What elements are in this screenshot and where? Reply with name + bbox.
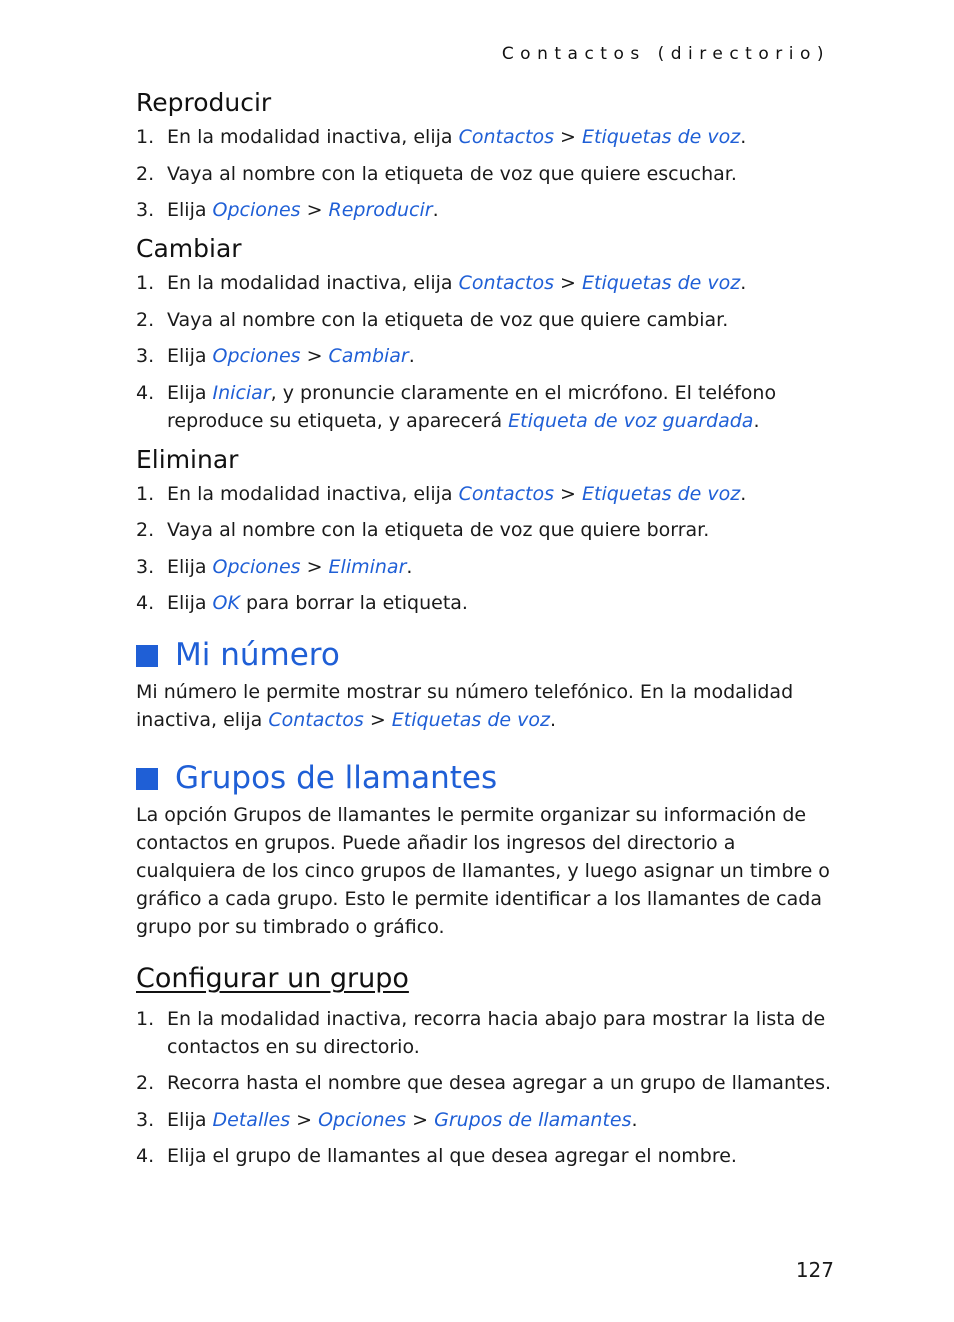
heading-cambiar: Cambiar bbox=[136, 234, 242, 263]
steps-cambiar bbox=[136, 269, 836, 435]
text-run: > bbox=[554, 272, 583, 294]
text-run: Elija bbox=[167, 199, 213, 221]
text-run: . bbox=[406, 555, 413, 578]
menu-path-link[interactable]: Iniciar bbox=[212, 381, 271, 404]
text-run: > bbox=[300, 199, 329, 221]
menu-path-link[interactable]: Contactos bbox=[458, 482, 555, 505]
list-item bbox=[136, 306, 836, 334]
step-number: 2. bbox=[136, 1072, 155, 1095]
text-run: Vaya al nombre con la etiqueta de voz que quiere escuchar. bbox=[167, 162, 737, 185]
text-run: > bbox=[300, 555, 329, 578]
list-item bbox=[136, 553, 836, 581]
text-run: . bbox=[631, 1108, 638, 1131]
square-bullet-icon bbox=[136, 645, 158, 667]
square-bullet-icon bbox=[136, 768, 158, 790]
list-item bbox=[136, 342, 836, 370]
menu-path-link[interactable]: Contactos bbox=[458, 126, 555, 148]
step-number: 3. bbox=[136, 345, 155, 367]
text-run: > bbox=[406, 1108, 435, 1131]
text-run: . bbox=[740, 482, 747, 505]
heading-mi-numero bbox=[136, 637, 836, 674]
step-number: 3. bbox=[136, 555, 155, 578]
heading-grupos-text: Grupos de llamantes bbox=[175, 760, 498, 797]
menu-path-link[interactable]: Cambiar bbox=[328, 345, 409, 367]
menu-path-link[interactable]: Grupos de llamantes bbox=[434, 1108, 632, 1131]
step-number: 1. bbox=[136, 126, 155, 148]
text-run: > bbox=[363, 709, 392, 732]
text-run: . bbox=[740, 126, 747, 148]
heading-eliminar: Eliminar bbox=[136, 444, 239, 474]
list-item bbox=[136, 1106, 836, 1134]
step-number: 3. bbox=[136, 199, 155, 221]
menu-path-link[interactable]: Contactos bbox=[458, 272, 555, 294]
text-run: . bbox=[740, 272, 747, 294]
heading-mi-numero-text: Mi número bbox=[175, 637, 340, 673]
list-item bbox=[136, 269, 836, 297]
list-item bbox=[136, 1069, 836, 1097]
text-run: > bbox=[300, 345, 329, 367]
text-run: . bbox=[549, 709, 557, 732]
page-content bbox=[136, 88, 836, 1179]
list-item bbox=[136, 379, 836, 435]
text-run: Vaya al nombre con la etiqueta de voz que quiere borrar. bbox=[167, 519, 710, 541]
menu-path-link[interactable]: Etiquetas de voz bbox=[582, 126, 741, 148]
menu-path-link[interactable]: Opciones bbox=[212, 345, 301, 367]
menu-path-link[interactable]: Etiqueta de voz guardada bbox=[508, 409, 754, 432]
text-run: Elija bbox=[167, 592, 213, 614]
list-item bbox=[136, 589, 836, 617]
menu-path-link[interactable]: Etiquetas de voz bbox=[582, 482, 741, 505]
list-item bbox=[136, 516, 836, 544]
step-number: 1. bbox=[136, 482, 155, 505]
running-header: Contactos (directorio) bbox=[501, 44, 830, 64]
grupos-paragraph: La opción Grupos de llamantes le permite organizar su información de contactos en grupos. Puede añadir los ingresos del directorio a cualquiera de los cinco grupos de llamantes, y luego asignar un timbre o gráfico a cada grupo. Esto le permite identificar a los llamantes de cada grupo por su timbrado o gráfico. bbox=[136, 804, 830, 939]
text-run: Vaya al nombre con la etiqueta de voz que quiere cambiar. bbox=[167, 308, 729, 331]
text-run: En la modalidad inactiva, elija bbox=[167, 272, 459, 294]
step-number: 2. bbox=[136, 308, 155, 331]
step-number: 4. bbox=[136, 1145, 155, 1168]
menu-path-link[interactable]: Opciones bbox=[212, 199, 301, 221]
text-run: . bbox=[408, 345, 415, 367]
step-number: 2. bbox=[136, 162, 155, 185]
text-run: Mi número le permite mostrar su número telefónico. En la modalidad inactiva, elija bbox=[136, 681, 794, 732]
step-number: 1. bbox=[136, 272, 155, 294]
list-item bbox=[136, 123, 836, 151]
steps-configurar bbox=[136, 1005, 836, 1171]
text-run: > bbox=[554, 126, 583, 148]
step-number: 3. bbox=[136, 1108, 155, 1131]
heading-grupos bbox=[136, 760, 836, 797]
menu-path-link[interactable]: Reproducir bbox=[328, 199, 433, 221]
text-run: Elija bbox=[167, 555, 213, 578]
menu-path-link[interactable]: Etiquetas de voz bbox=[582, 272, 741, 294]
text-run: En la modalidad inactiva, elija bbox=[167, 126, 459, 148]
text-run: para borrar la etiqueta. bbox=[239, 592, 468, 614]
heading-configurar: Configurar un grupo bbox=[136, 963, 409, 995]
text-run: Elija el grupo de llamantes al que desea agregar el nombre. bbox=[167, 1145, 737, 1168]
list-item bbox=[136, 1005, 836, 1061]
list-item bbox=[136, 196, 836, 224]
text-run: . bbox=[432, 199, 439, 221]
menu-path-link[interactable]: Opciones bbox=[212, 555, 301, 578]
text-run: Elija bbox=[167, 381, 213, 404]
text-run: , y pronuncie claramente en el micrófono. El teléfono reproduce su etiqueta, y aparecerá bbox=[167, 381, 777, 432]
menu-path-link[interactable]: Etiquetas de voz bbox=[391, 709, 550, 732]
text-run: . bbox=[753, 409, 760, 432]
text-run: Elija bbox=[167, 1108, 213, 1131]
menu-path-link[interactable]: Opciones bbox=[318, 1108, 407, 1131]
text-run: Recorra hasta el nombre que desea agregar a un grupo de llamantes. bbox=[167, 1072, 832, 1095]
step-number: 2. bbox=[136, 519, 155, 541]
menu-path-link[interactable]: Contactos bbox=[268, 709, 364, 732]
page-number: 127 bbox=[795, 1258, 834, 1282]
list-item bbox=[136, 160, 836, 188]
text-run: En la modalidad inactiva, recorra hacia abajo para mostrar la lista de contactos en su directorio. bbox=[167, 1007, 826, 1058]
step-number: 4. bbox=[136, 592, 155, 614]
mi-numero-paragraph bbox=[136, 678, 836, 734]
step-number: 1. bbox=[136, 1007, 155, 1030]
text-run: > bbox=[554, 482, 583, 505]
menu-path-link[interactable]: Eliminar bbox=[328, 555, 407, 578]
list-item bbox=[136, 1142, 836, 1170]
list-item bbox=[136, 480, 836, 508]
text-run: En la modalidad inactiva, elija bbox=[167, 482, 459, 505]
step-number: 4. bbox=[136, 381, 155, 404]
steps-eliminar bbox=[136, 480, 836, 618]
menu-path-link[interactable]: Detalles bbox=[212, 1108, 291, 1131]
menu-path-link[interactable]: OK bbox=[212, 592, 240, 614]
heading-reproducir: Reproducir bbox=[136, 88, 272, 117]
text-run: Elija bbox=[167, 345, 213, 367]
steps-reproducir bbox=[136, 123, 836, 224]
text-run: > bbox=[290, 1108, 319, 1131]
